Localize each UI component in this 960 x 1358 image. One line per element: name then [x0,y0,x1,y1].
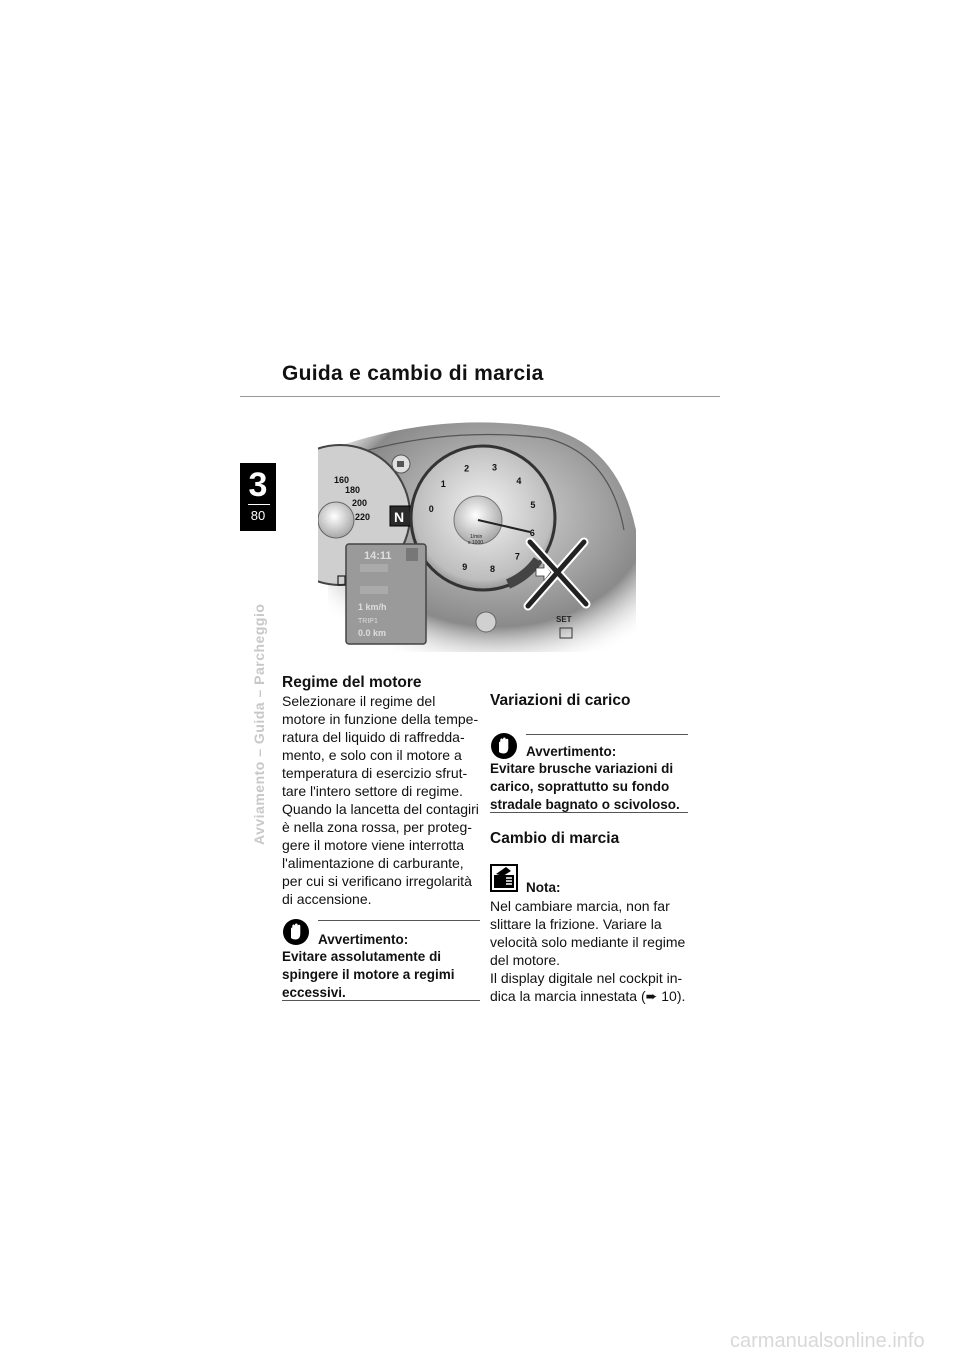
note-line: slittare la frizione. Variare la [490,916,662,932]
note-line: del motore. [490,952,561,968]
display-time: 14:11 [364,550,392,562]
tacho-number: 8 [490,564,496,574]
footer-watermark: carmanualsonline.info [730,1330,925,1352]
warning-line: carico, soprattutto su fondo [490,779,670,794]
hand-warning-icon [282,918,310,946]
tacho-number: 4 [516,475,522,486]
instrument-cluster-illustration [318,420,638,652]
speedo-label-200: 200 [352,498,368,508]
speedo-label-220: 220 [355,512,371,522]
note-title: Nota: [526,880,561,895]
lamp-icon [397,461,404,467]
regime-line: l'alimentazione di carburante, [282,855,464,871]
tacho-number: 7 [514,551,520,562]
page-title: Guida e cambio di marcia [282,362,544,385]
title-divider [240,396,720,397]
display-distance: 0.0 km [358,628,387,638]
note-line: velocità solo mediante il regime [490,934,686,950]
tacho-unit-line2: x 1000 [468,540,484,546]
display-trip: TRIP1 [358,618,378,625]
heading-regime-motore: Regime del motore [282,674,422,691]
regime-line: di accensione. [282,891,372,907]
note-icon [490,864,518,892]
tacho-number: 1 [440,478,446,489]
tacho-number: 2 [464,463,470,474]
tacho-number: 0 [428,504,434,514]
tacho-unit-line1: 1/min [470,534,483,540]
heading-cambio-marcia: Cambio di marcia [490,830,620,847]
note-line: Nel cambiare marcia, non far [490,898,670,914]
speedometer-hub [318,502,354,538]
display-gear-box [406,548,418,561]
warning-line: stradale bagnato o scivoloso. [490,797,680,812]
tacho-number: 3 [492,462,498,473]
warning-title: Avvertimento: [526,744,617,759]
page-number: 80 [250,508,266,523]
gear-indicator: N [394,509,405,525]
warning-body [282,948,482,1002]
warning-top-rule [526,734,688,735]
regime-line: per cui si verificano irregolarità [282,873,472,889]
warning-line: Evitare brusche variazioni di [490,761,674,776]
regime-line: tare l'intero settore di regime. [282,783,463,799]
note-line: dica la marcia innestata (➨ 10). [490,988,686,1004]
regime-line: mento, e solo con il motore a [282,747,462,763]
heading-variazioni-carico: Variazioni di carico [490,692,631,709]
set-label: SET [556,615,572,624]
regime-line: è nella zona rossa, per proteg- [282,819,472,835]
hand-warning-icon [490,732,518,760]
regime-body [282,692,482,908]
warning-bottom-rule [282,1000,480,1001]
regime-line: temperatura di esercizio sfrut- [282,765,468,781]
chapter-tab-divider [248,504,270,505]
regime-line: gere il motore viene interrotta [282,837,465,853]
note-line: Il display digitale nel cockpit in- [490,970,683,986]
chapter-number: 3 [248,466,268,504]
display-bar-2 [360,586,388,594]
warning-bottom-rule [490,812,688,813]
section-side-label: Avviamento – Guida – Parcheggio [251,603,267,845]
display-speed: 1 km/h [358,602,387,612]
regime-line: Selezionare il regime del [282,693,436,709]
tacho-number: 6 [529,527,535,538]
warning-line: Evitare assolutamente di [282,949,442,964]
regime-line: ratura del liquido di raffredda- [282,729,465,745]
speedo-label-180: 180 [345,485,361,495]
warning-top-rule [318,920,480,921]
control-knob [476,612,496,632]
display-bar-1 [360,564,388,572]
warning-line: spingere il motore a regimi [282,967,455,982]
tacho-number: 9 [462,561,468,572]
note-body [490,897,700,1005]
warning-body [490,760,690,814]
warning-line: eccessivi. [282,985,346,1000]
regime-line: motore in funzione della tempe- [282,711,479,727]
speedo-label-160: 160 [334,475,350,485]
warning-title: Avvertimento: [318,932,409,947]
regime-line: Quando la lancetta del contagiri [282,801,479,817]
tacho-number: 5 [530,500,536,510]
